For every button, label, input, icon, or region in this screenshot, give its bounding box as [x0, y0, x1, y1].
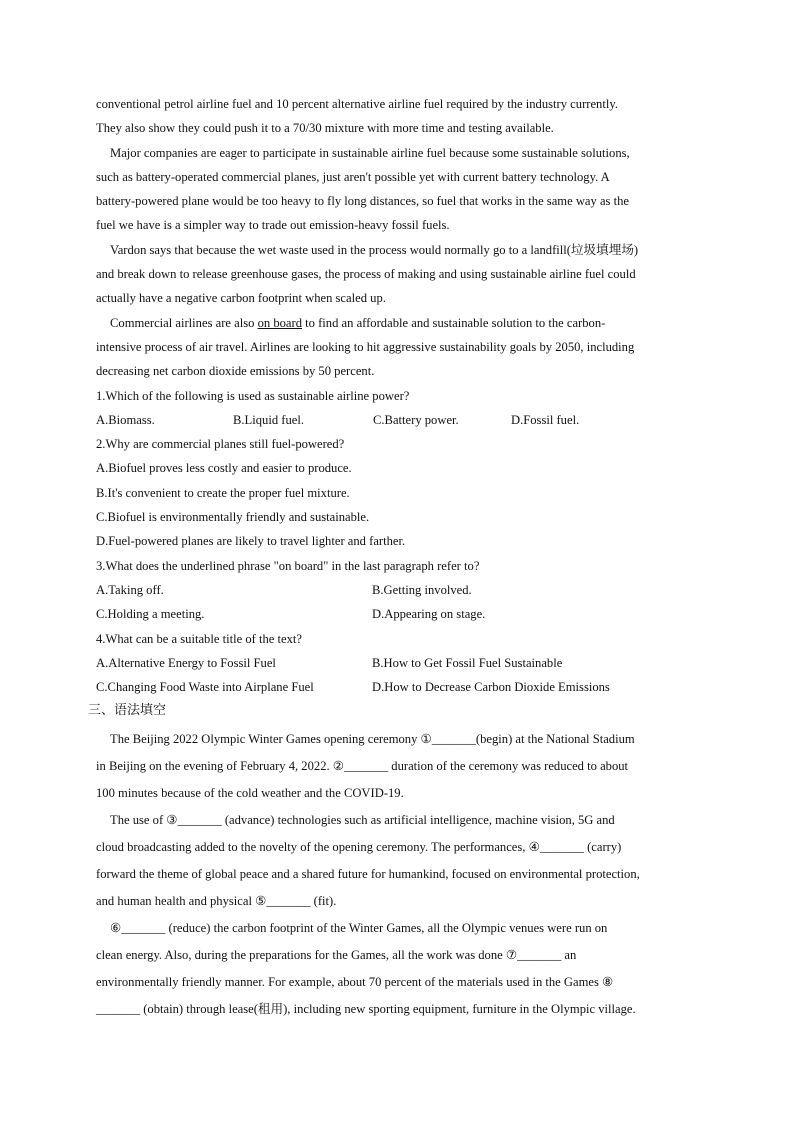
- text-line: Vardon says that because the wet waste used in the process would normally go to a landfill(垃圾填埋场): [110, 242, 639, 257]
- text-line: _______ (obtain) through lease(租用), including new sporting equipment, furniture in the Olympic village.: [96, 1001, 636, 1016]
- option-a: A.Biomass.: [96, 412, 155, 427]
- text-line: in Beijing on the evening of February 4, 2022. ②_______ duration of the ceremony was reduced to about: [96, 758, 629, 773]
- text-line: actually have a negative carbon footprint when scaled up.: [96, 291, 386, 306]
- passage-paragraph-3: [96, 238, 708, 311]
- text-segment: to find an affordable and sustainable solution to the carbon-: [302, 315, 606, 330]
- text-line: clean energy. Also, during the preparations for the Games, all the work was done ⑦_______ an: [96, 947, 577, 962]
- option-c: C.Battery power.: [373, 412, 459, 427]
- option-d: D.Fossil fuel.: [511, 412, 580, 427]
- question-4: [96, 627, 708, 700]
- text-line: environmentally friendly manner. For example, about 70 percent of the materials used in the Games ⑧: [96, 974, 614, 989]
- question-options: [96, 651, 708, 675]
- text-line: forward the theme of global peace and a shared future for humankind, focused on environmental protection,: [96, 866, 640, 881]
- question-stem: 3.What does the underlined phrase "on board" in the last paragraph refer to?: [96, 558, 480, 573]
- option-d: D.Appearing on stage.: [372, 607, 486, 622]
- document-page: [88, 92, 708, 1023]
- question-1: [96, 384, 708, 433]
- question-stem: 1.Which of the following is used as sustainable airline power?: [96, 388, 410, 403]
- text-line: Major companies are eager to participate in sustainable airline fuel because some sustainable solutions,: [110, 145, 630, 160]
- text-line: ⑥_______ (reduce) the carbon footprint of the Winter Games, all the Olympic venues were run on: [110, 920, 608, 935]
- option-b: B.Getting involved.: [372, 582, 472, 597]
- text-segment: Commercial airlines are also: [110, 315, 258, 330]
- text-line: The use of ③_______ (advance) technologies such as artificial intelligence, machine vision, 5G and: [110, 812, 615, 827]
- option-b: B.How to Get Fossil Fuel Sustainable: [372, 655, 563, 670]
- question-options: [96, 408, 708, 432]
- text-line: and break down to release greenhouse gases, the process of making and using sustainable airline fuel could: [96, 267, 636, 282]
- question-options: [96, 578, 708, 602]
- grammar-fill-passage: [96, 726, 708, 1023]
- text-line: [96, 311, 708, 335]
- question-options: [96, 675, 708, 699]
- text-line: and human health and physical ⑤_______ (fit).: [96, 893, 337, 908]
- option-a: A.Biofuel proves less costly and easier to produce.: [96, 461, 352, 476]
- option-d: D.Fuel-powered planes are likely to travel lighter and farther.: [96, 534, 406, 549]
- text-line: The Beijing 2022 Olympic Winter Games opening ceremony ①_______(begin) at the National Stadium: [110, 731, 635, 746]
- option-a: A.Alternative Energy to Fossil Fuel: [96, 655, 276, 670]
- text-line: such as battery-operated commercial planes, just aren't possible yet with current battery technology. A: [96, 169, 610, 184]
- passage-paragraph-4: [96, 311, 708, 384]
- text-line: battery-powered plane would be too heavy to fly long distances, so fuel that works in the same way as the: [96, 194, 629, 209]
- option-c: C.Biofuel is environmentally friendly and sustainable.: [96, 510, 370, 525]
- text-line: fuel we have is a simpler way to trade out emission-heavy fossil fuels.: [96, 218, 450, 233]
- option-c: C.Changing Food Waste into Airplane Fuel: [96, 680, 314, 695]
- text-line: 100 minutes because of the cold weather and the COVID-19.: [96, 785, 404, 800]
- text-line: intensive process of air travel. Airlines are looking to hit aggressive sustainability goals by 2050, including: [96, 339, 635, 354]
- option-c: C.Holding a meeting.: [96, 607, 205, 622]
- text-line: cloud broadcasting added to the novelty of the opening ceremony. The performances, ④_______ (carry): [96, 839, 622, 854]
- text-line: decreasing net carbon dioxide emissions by 50 percent.: [96, 364, 375, 379]
- passage-paragraph-2: [96, 141, 708, 238]
- question-stem: 2.Why are commercial planes still fuel-powered?: [96, 437, 345, 452]
- underlined-phrase: on board: [257, 315, 302, 330]
- question-stem: 4.What can be a suitable title of the text?: [96, 631, 302, 646]
- option-d: D.How to Decrease Carbon Dioxide Emissions: [372, 680, 610, 695]
- option-b: B.It's convenient to create the proper fuel mixture.: [96, 485, 350, 500]
- option-b: B.Liquid fuel.: [233, 412, 305, 427]
- section-heading: 三、语法填空: [88, 703, 167, 719]
- question-2: [96, 432, 708, 553]
- option-a: A.Taking off.: [96, 582, 164, 597]
- question-3: [96, 554, 708, 627]
- question-options: [96, 602, 708, 626]
- text-line: conventional petrol airline fuel and 10 percent alternative airline fuel required by the industry currently.: [96, 97, 618, 111]
- text-line: They also show they could push it to a 70/30 mixture with more time and testing available.: [96, 121, 554, 136]
- passage-paragraph-1: [96, 92, 708, 141]
